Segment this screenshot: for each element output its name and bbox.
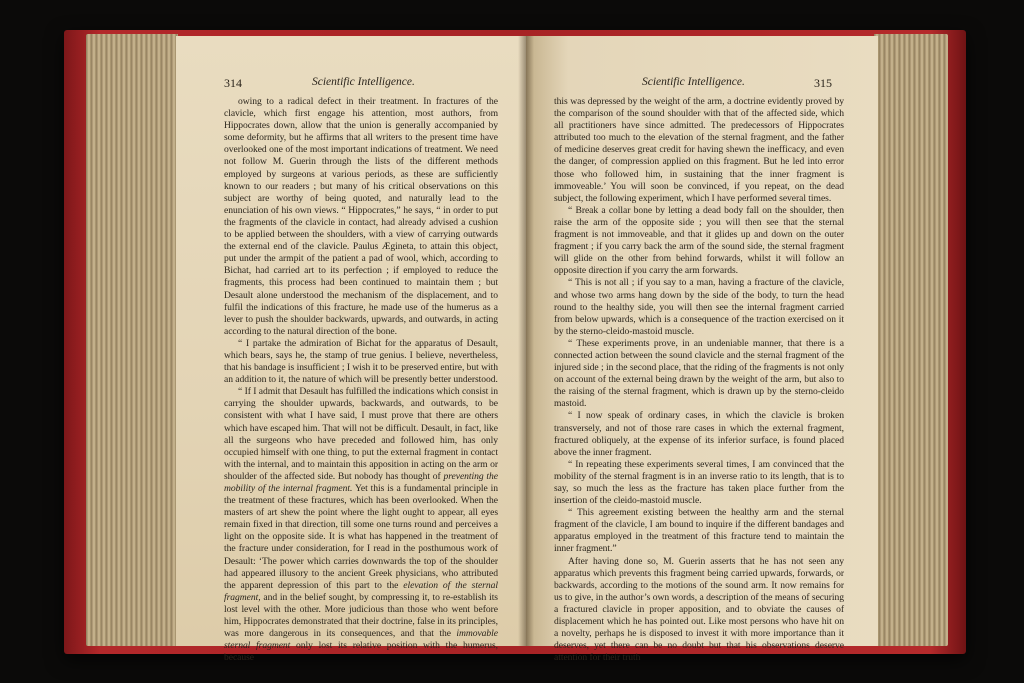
right-page [526,36,878,664]
paragraph: “ These experiments prove, in an undeniable manner, that there is a connected action between the sound clavicle and the sternal fragment of the injured side ; in the second place, that the riding of the fragments is not only on account of the external being drawn by the weight of the arm, but also to the raising of the sternal fragment, which is drawn up by the sterno-cleido mastoid. [554,337,844,410]
paragraph: “ I partake the admiration of Bichat for the apparatus of Desault, which bears, says he, the stamp of true genius. I believe, nevertheless, that his bandage is insufficient ; I wish it to be preserved entire, but with an addition to it, the nature of which will be presently better understood. [224,337,498,386]
paragraph: owing to a radical defect in their treatment. In fractures of the clavicle, which first engage his attention, most authors, from Hippocrates down, allow that the union is generally accompanied by some deformity, but he affirms that all writers to the present time have overlooked one of the most important indications of treatment. We need not follow M. Guerin through the lists of the different methods employed by surgeons at various periods, as these are sufficiently known to our readers ; but many of his critical observations on this subject are worthy of being quoted, and naturally lead to the enunciation of his own views. “ Hippocrates,” he says, “ in order to put the fragments of the clavicle in contact, had already advised a cushion to be applied between the shoulders, with a view of carrying outwards the external end of the clavicle. Paulus Ægineta, to attain this object, put under the armpit of the patient a pad of wool, which, according to Bichat, had carried art to its perfection ; if employed to reduce the fragments, this process had been continued to maintain them ; but Desault alone understood the mechanism of the displacement, and to fulfil the indications of this fracture, he made use of the humerus as a lever to push the shoulder backwards, upwards, and outwards, in acting according to the natural direction of the bone. [224,96,498,337]
paragraph: “ Break a collar bone by letting a dead body fall on the shoulder, then raise the arm of the opposite side ; you will then see that the sternal fragment is not immoveable, and that it glides up and down on the outer fragment ; if you carry back the arm of the sound side, the sternal fragment will glide on the other from behind forwards, whilst it will follow an opposite direction if you carry the arm forwards. [554,204,844,277]
paragraph: “ If I admit that Desault has fulfilled the indications which consist in carrying the shoulder upwards, backwards, and outwards, to be consistent with what I have said, I must prove that there are others which have escaped him. That will not be difficult. Desault, in fact, like all the surgeons who have preceded and followed him, has only occupied himself with one thing, to put the external fragment in contact with the internal, and to maintain this apposition in acting on the arm or shoulder of the affected side. But nobody has thought of preventing the mobility of the internal fragment. Yet this is a fundamental principle in the treatment of these fractures, which has been overlooked. When the masters of art shew the point where the light ought to appear, all eyes remain fixed in that direction, till some one turns round and perceives a light on the opposite side. It is what has happened in the treatment of the fracture under consideration, for I read in the posthumous work of Desault: ‘The power which carries downwards the top of the shoulder had appeared illusory to the ancient Greek physicians, who attributed the apparent depression of this part to the elevation of the sternal fragment, and in the belief sought, by compressing it, to re-establish its lost level with the other. More judicious than those who went before him, Hippocrates demonstrated that their doctrine, false in its principles, was more dangerous in its consequences, and that the immovable sternal fragment only lost its relative position with the humerus, because [224,386,499,664]
page-number: 315 [814,76,832,90]
left-page-stack [86,34,178,646]
book-gutter [518,36,534,646]
paragraph: this was depressed by the weight of the arm, a doctrine evidently proved by the comparison of the sound shoulder with that of the affected side, which all practitioners have since admitted. The predecessors of Hippocrates attributed too much to the elevation of the sternal fragment, and the father of medicine deserves great credit for having shewn the inefficacy, and even the danger, of compression applied on this fragment. But he led into error those who followed him, in sustaining that the inner fragment is immoveable.’ You will soon be convinced, if you repeat, on the dead subject, the following experiment, which I have performed several times. [554,96,844,204]
paragraph: “ This agreement existing between the healthy arm and the sternal fragment of the clavicle, I am bound to inquire if the different bandages and apparatus employed in the treatment of this fracture tend to maintain the inner fragment.” [554,507,844,555]
page-number: 314 [224,76,242,90]
paragraph: “ This is not all ; if you say to a man, having a fracture of the clavicle, and whose two arms hang down by the side of the body, to turn the head round to the healthy side, you will then see the internal fragment carried from below upwards, which is a consequence of the traction exercised on it by the sterno-cleido-mastoid muscle. [554,277,844,337]
page-text [554,96,844,664]
page-text [224,96,498,664]
paragraph: After having done so, M. Guerin asserts that he has not seen any apparatus which prevents this fragment being carried upwards, forwards, or backwards, according to the motions of the sound arm. It now remains for us to give, in the author’s own words, a description of the means of securing a fractured clavicle in proper apposition, and to obviate the causes of displacement which he has pointed out. Like most persons who have hit on a novelty, perhaps he is disposed to invest it with more importance than it deserves, yet there can be no doubt but that his observations deserve attention for their truth [554,555,844,664]
paragraph: “ In repeating these experiments several times, I am convinced that the mobility of the sternal fragment is in an inverse ratio to its length, that is to say, so much the less as the fracture has taken place further from the insertion of the cleido-mastoid muscle. [554,458,844,507]
running-head: Scientific Intelligence. [642,76,745,88]
running-head: Scientific Intelligence. [312,76,415,88]
left-page [176,36,526,664]
paragraph: “ I now speak of ordinary cases, in which the clavicle is broken transversely, and not of those rare cases in which the external fragment, fractured obliquely, at the expense of its inferior surface, is found placed above the inner fragment. [554,410,844,458]
right-page-stack [874,34,948,646]
